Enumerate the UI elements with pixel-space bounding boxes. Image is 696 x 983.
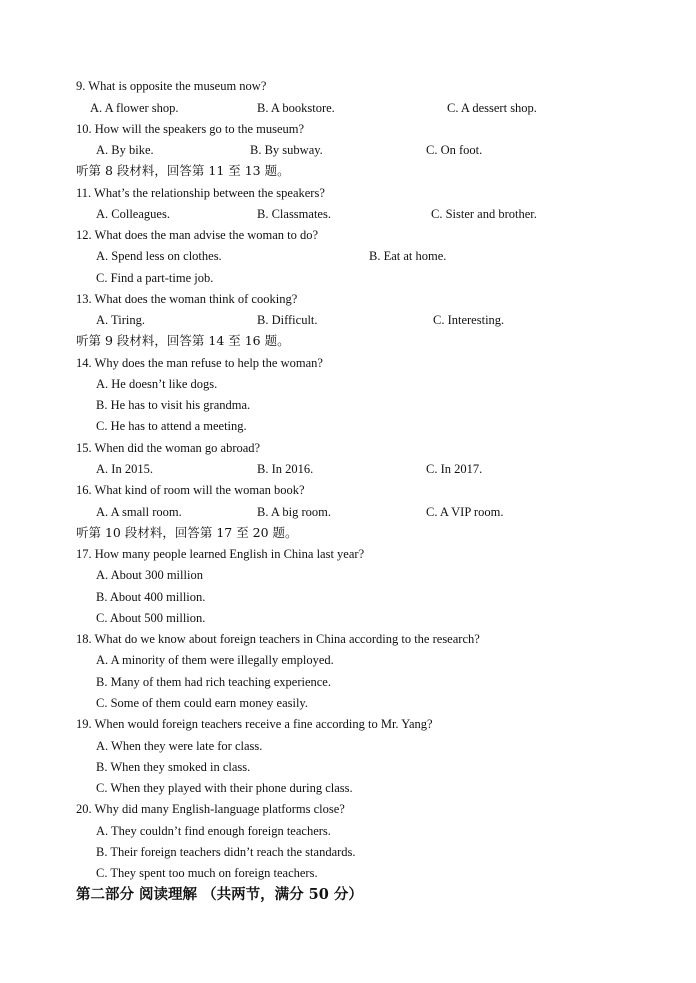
answer-option: B. When they smoked in class. [96, 760, 251, 774]
answer-option: B. Many of them had rich teaching experience. [96, 675, 331, 689]
question-stem: 18. What do we know about foreign teachers in China according to the research? [76, 632, 480, 646]
answer-option: A. They couldn’t find enough foreign teachers. [96, 824, 331, 838]
answer-option: C. In 2017. [426, 462, 483, 476]
answer-option: A. A small room. [96, 505, 182, 519]
answer-option: A. Spend less on clothes. [96, 249, 222, 263]
question-stem: 15. When did the woman go abroad? [76, 441, 261, 455]
answer-option: B. Eat at home. [369, 249, 447, 263]
answer-option: B. By subway. [250, 143, 323, 157]
answer-option: A. Colleagues. [96, 207, 170, 221]
answer-option: A. He doesn’t like dogs. [96, 377, 218, 391]
answer-option: B. He has to visit his grandma. [96, 398, 251, 412]
part-heading: 第二部分 阅读理解 （共两节，满分 50 分） [76, 886, 363, 903]
answer-option: B. A bookstore. [257, 101, 335, 115]
answer-option: B. Classmates. [257, 207, 331, 221]
question-stem: 20. Why did many English-language platforms close? [76, 802, 345, 816]
answer-option: B. About 400 million. [96, 590, 206, 604]
answer-option: C. Some of them could earn money easily. [96, 696, 308, 710]
answer-option: C. Interesting. [433, 313, 505, 327]
section-instruction: 听第 10 段材料，回答第 17 至 20 题。 [76, 525, 298, 540]
answer-option: B. Their foreign teachers didn’t reach the standards. [96, 845, 356, 859]
answer-option: A. When they were late for class. [96, 739, 263, 753]
section-instruction: 听第 8 段材料，回答第 11 至 13 题。 [76, 163, 290, 178]
answer-option: B. Difficult. [257, 313, 318, 327]
answer-option: C. A VIP room. [426, 505, 504, 519]
answer-option: A. By bike. [96, 143, 154, 157]
question-stem: 12. What does the man advise the woman to do? [76, 228, 319, 242]
answer-option: C. Sister and brother. [431, 207, 537, 221]
answer-option: A. In 2015. [96, 462, 153, 476]
answer-option: C. When they played with their phone during class. [96, 781, 353, 795]
answer-option: C. Find a part-time job. [96, 271, 214, 285]
section-instruction: 听第 9 段材料，回答第 14 至 16 题。 [76, 333, 290, 348]
question-stem: 14. Why does the man refuse to help the woman? [76, 356, 323, 370]
answer-option: C. He has to attend a meeting. [96, 419, 247, 433]
question-stem: 17. How many people learned English in China last year? [76, 547, 365, 561]
answer-option: C. On foot. [426, 143, 483, 157]
answer-option: A. A flower shop. [90, 101, 179, 115]
question-stem: 11. What’s the relationship between the speakers? [76, 186, 325, 200]
answer-option: A. A minority of them were illegally employed. [96, 653, 334, 667]
answer-option: C. They spent too much on foreign teachers. [96, 866, 318, 880]
answer-option: B. In 2016. [257, 462, 314, 476]
question-stem: 9. What is opposite the museum now? [76, 79, 267, 93]
question-stem: 10. How will the speakers go to the museum? [76, 122, 305, 136]
answer-option: C. About 500 million. [96, 611, 206, 625]
answer-option: B. A big room. [257, 505, 331, 519]
answer-option: C. A dessert shop. [447, 101, 537, 115]
question-stem: 16. What kind of room will the woman book? [76, 483, 305, 497]
question-stem: 19. When would foreign teachers receive a fine according to Mr. Yang? [76, 717, 433, 731]
answer-option: A. About 300 million [96, 568, 203, 582]
question-stem: 13. What does the woman think of cooking? [76, 292, 298, 306]
answer-option: A. Tiring. [96, 313, 145, 327]
